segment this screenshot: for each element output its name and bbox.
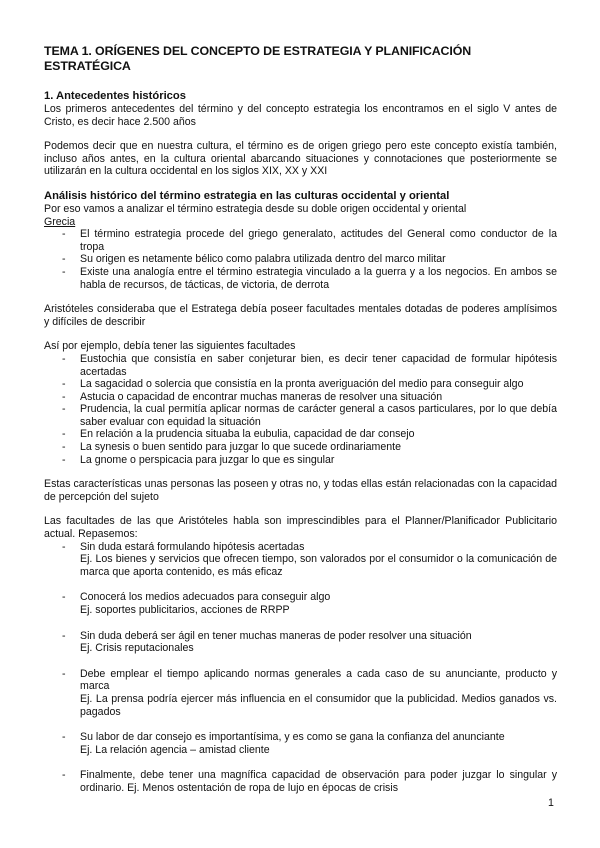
list-item: - Su labor de dar consejo es importantísima, y es como se gana la confianza del anunciante Ej. La relación agencia – amistad cliente	[44, 731, 557, 756]
facultades-intro: Así por ejemplo, debía tener las siguientes facultades	[44, 340, 296, 353]
example-text: Ej. Los bienes y servicios que ofrecen tiempo, son valorados por el consumidor o la comunicación de marca que aporta contenido, es más eficaz	[80, 553, 557, 578]
list-item: - Existe una analogía entre el término estrategia vinculado a la guerra y a los negocios. En ambos se habla de recursos, de tácticas, de victoria, de derrota	[44, 266, 557, 291]
list-item: - En relación a la prudencia situaba la eubulia, capacidad de dar consejo	[44, 428, 557, 441]
list-item: - La sagacidad o solercia que consistía en la pronta averiguación del medio para conseguir algo	[44, 378, 557, 391]
list-item: - Conocerá los medios adecuados para conseguir algo Ej. soportes publicitarios, acciones de RRPP	[44, 591, 557, 616]
aristoteles-para: Aristóteles consideraba que el Estratega debía poseer facultades mentales dotadas de poderes amplísimos y difíciles de describir	[44, 303, 557, 328]
section1-heading: 1. Antecedentes históricos	[44, 90, 186, 102]
list-item: - Debe emplear el tiempo aplicando normas generales a cada caso de su anunciante, producto y marca Ej. La prensa podría ejercer más influencia en el consumidor que la publicidad. Medios ganados vs. pagados	[44, 668, 557, 718]
grecia-label: Grecia	[44, 215, 76, 228]
example-text: Ej. soportes publicitarios, acciones de RRPP	[80, 604, 290, 616]
planner-list	[44, 541, 557, 795]
list-item: - Sin duda estará formulando hipótesis acertadas Ej. Los bienes y servicios que ofrecen tiempo, son valorados por el consumidor o la comunicación de marca que aporta contenido, es más eficaz	[44, 541, 557, 579]
section1-para1: Los primeros antecedentes del término y del concepto estrategia los encontramos en el siglo V antes de Cristo, es decir hace 2.500 años	[44, 103, 557, 128]
list-item: - Sin duda deberá ser ágil en tener muchas maneras de poder resolver una situación Ej. Crisis reputacionales	[44, 630, 557, 655]
section2-intro: Por eso vamos a analizar el término estrategia desde su doble origen occidental y oriental	[44, 202, 467, 215]
document-page	[44, 36, 557, 808]
list-item: - La gnome o perspicacia para juzgar lo que es singular	[44, 454, 557, 467]
caracteristicas-para: Estas características unas personas las poseen y otras no, y todas ellas están relacionadas con la capacidad de percepción del sujeto	[44, 478, 557, 503]
example-text: Ej. La relación agencia – amistad cliente	[80, 743, 270, 756]
example-text: Ej. Crisis reputacionales	[80, 642, 194, 655]
section2-heading: Análisis histórico del término estrategia en las culturas occidental y oriental	[44, 189, 450, 202]
planner-intro: Las facultades de las que Aristóteles habla son imprescindibles para el Planner/Planificador Publicitario actual. Repasemos:	[44, 515, 557, 541]
list-item: - Astucia o capacidad de encontrar muchas maneras de resolver una situación	[44, 391, 557, 404]
list-item: - La synesis o buen sentido para juzgar lo que sucede ordinariamente	[44, 441, 557, 454]
grecia-list	[44, 228, 557, 291]
list-item: - Eustochia que consistía en saber conjeturar bien, es decir tener capacidad de formular hipótesis acertadas	[44, 353, 557, 378]
list-item: - El término estrategia procede del griego generalato, actitudes del General como conductor de la tropa	[44, 228, 557, 253]
example-text: Ej. La prensa podría ejercer más influencia en el consumidor que la publicidad. Medios ganados vs. pagados	[80, 692, 557, 718]
document-title: TEMA 1. ORÍGENES DEL CONCEPTO DE ESTRATEGIA Y PLANIFICACIÓN ESTRATÉGICA	[44, 44, 472, 73]
list-item: - Finalmente, debe tener una magnífica capacidad de observación para poder juzgar lo singular y ordinario. Ej. Menos ostentación de ropa de lujo en épocas de crisis	[44, 769, 557, 794]
facultades-list	[44, 353, 557, 466]
list-item: - Prudencia, la cual permitía aplicar normas de carácter general a casos particulares, por lo que debía saber evaluar con equidad la situación	[44, 403, 557, 428]
list-item: - Su origen es netamente bélico como palabra utilizada dentro del marco militar	[44, 253, 557, 266]
section1-para2: Podemos decir que en nuestra cultura, el término es de origen griego pero este concepto existía también, incluso años antes, en la cultura oriental abarcando situaciones y connotaciones que posteriormente se utilizarán en la cultura occidental en los siglos XIX, XX y XXI	[44, 140, 557, 178]
page-number: 1	[548, 797, 554, 809]
